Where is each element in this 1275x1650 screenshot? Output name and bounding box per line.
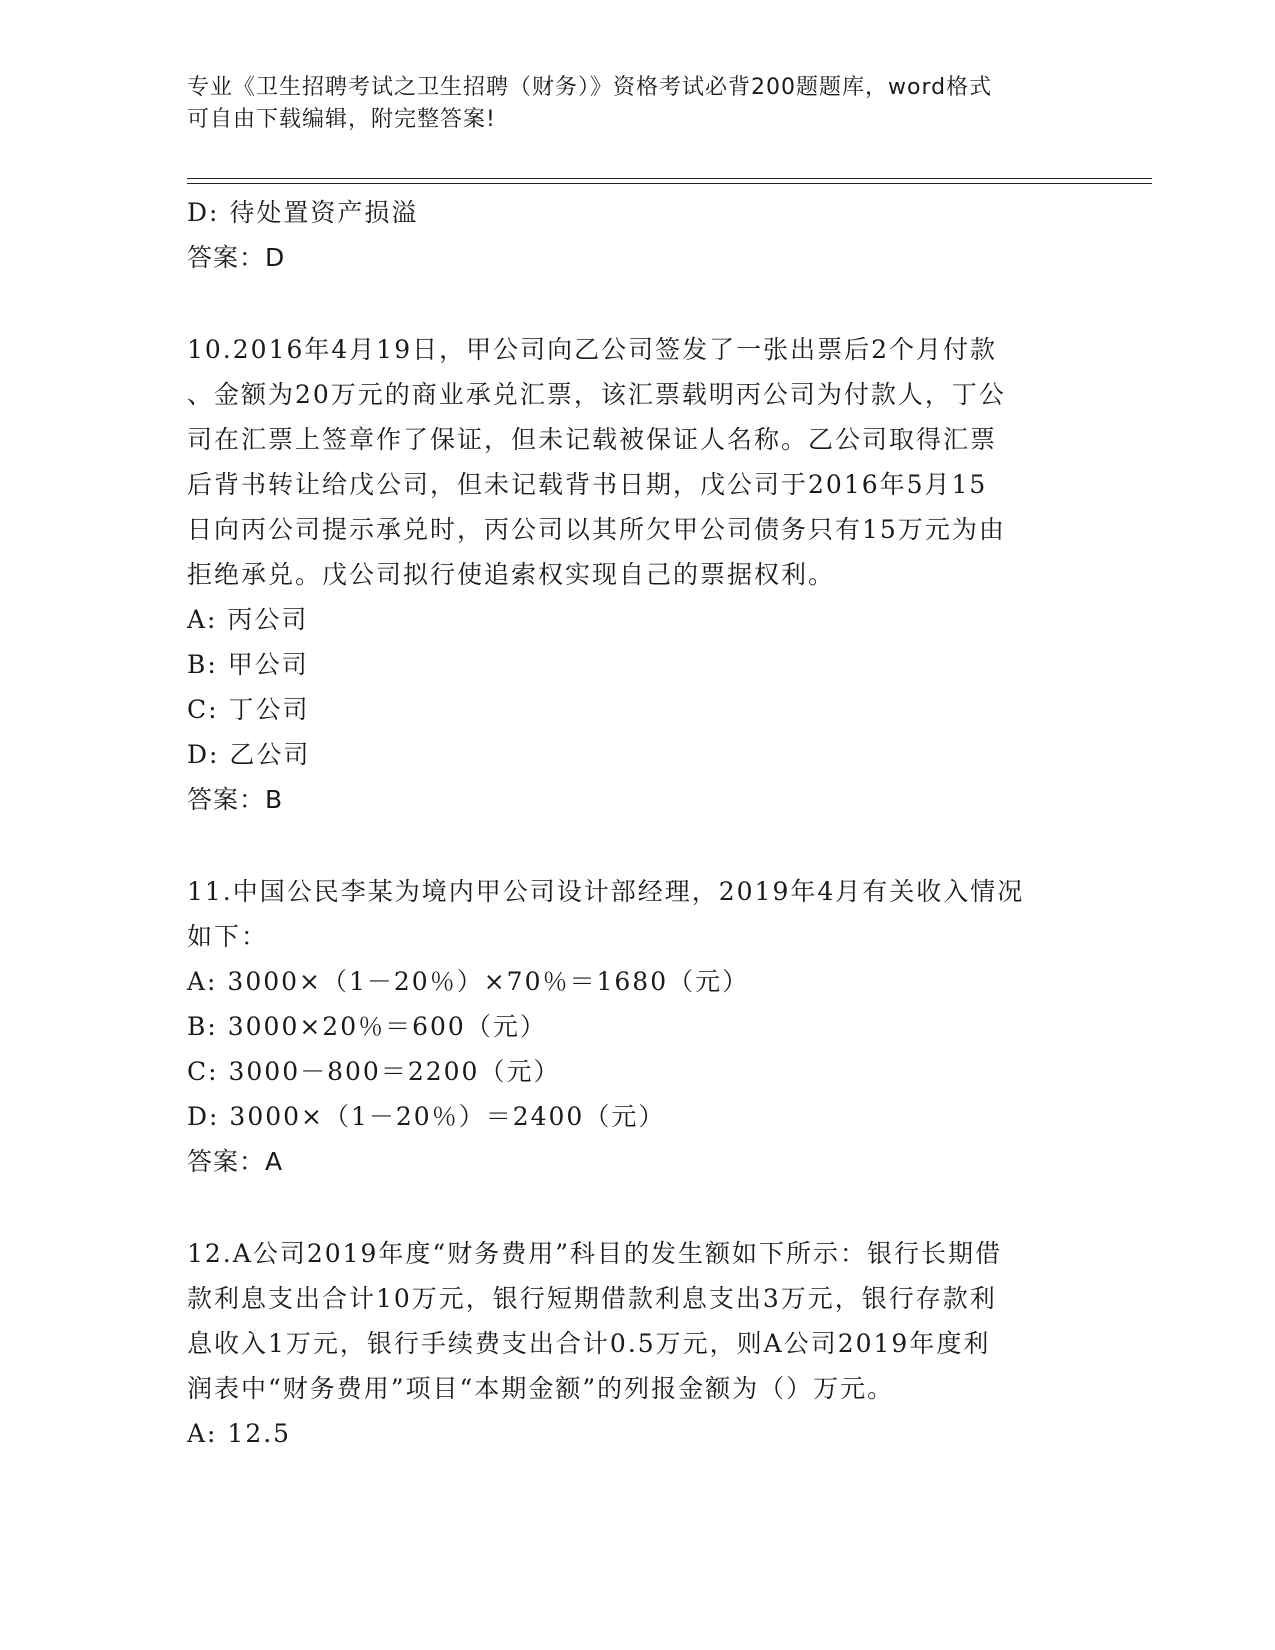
option-a: A: 3000×（1－20％）×70％＝1680（元）	[187, 967, 750, 996]
question-11	[187, 869, 1087, 1184]
question-text-line: 后背书转让给戊公司，但未记载背书日期，戊公司于2016年5月15	[187, 470, 988, 499]
question-text-line: 、金额为20万元的商业承兑汇票，该汇票载明丙公司为付款人，丁公	[187, 380, 1006, 409]
spacer	[187, 280, 1087, 327]
spacer	[187, 822, 1087, 869]
question-text-line: 如下：	[187, 922, 269, 951]
option-b: B: 3000×20％＝600（元）	[187, 1012, 547, 1041]
document-header	[187, 72, 1087, 136]
question-12	[187, 1231, 1087, 1456]
option-a: A: 12.5	[187, 1419, 292, 1448]
answer: 答案：D	[187, 243, 286, 272]
question-10	[187, 327, 1087, 822]
option-d: D: 乙公司	[187, 740, 311, 769]
document-body	[187, 190, 1087, 1456]
question-9-tail	[187, 190, 1087, 280]
option-b: B: 甲公司	[187, 650, 309, 679]
option-c: C: 丁公司	[187, 695, 310, 724]
spacer	[187, 1184, 1087, 1231]
header-line-2: 可自由下载编辑，附完整答案!	[187, 107, 496, 132]
option-d: D: 3000×（1－20％）＝2400（元）	[187, 1102, 666, 1131]
option-c: C: 3000－800＝2200（元）	[187, 1057, 561, 1086]
question-text-line: 12.A公司2019年度“财务费用”科目的发生额如下所示：银行长期借	[187, 1239, 1002, 1268]
question-text-line: 润表中“财务费用”项目“本期金额”的列报金额为（）万元。	[187, 1374, 895, 1403]
question-text-line: 11.中国公民李某为境内甲公司设计部经理，2019年4月有关收入情况	[187, 877, 1025, 906]
question-text-line: 拒绝承兑。戊公司拟行使追索权实现自己的票据权利。	[187, 560, 836, 589]
answer: 答案：A	[187, 1147, 284, 1176]
header-line-1: 专业《卫生招聘考试之卫生招聘（财务）》资格考试必背200题题库，word格式	[187, 75, 993, 100]
option-a: A: 丙公司	[187, 605, 309, 634]
question-text-line: 日向丙公司提示承兑时，丙公司以其所欠甲公司债务只有15万元为由	[187, 515, 1006, 544]
answer: 答案：B	[187, 785, 284, 814]
option-d: D: 待处置资产损溢	[187, 198, 419, 227]
header-rule-bottom	[187, 183, 1152, 184]
question-text-line: 款利息支出合计10万元，银行短期借款利息支出3万元，银行存款利	[187, 1284, 997, 1313]
header-rule-top	[187, 178, 1152, 179]
question-text-line: 10.2016年4月19日，甲公司向乙公司签发了一张出票后2个月付款	[187, 335, 998, 364]
question-text-line: 息收入1万元，银行手续费支出合计0.5万元，则A公司2019年度利	[187, 1329, 991, 1358]
question-text-line: 司在汇票上签章作了保证，但未记载被保证人名称。乙公司取得汇票	[187, 425, 998, 454]
